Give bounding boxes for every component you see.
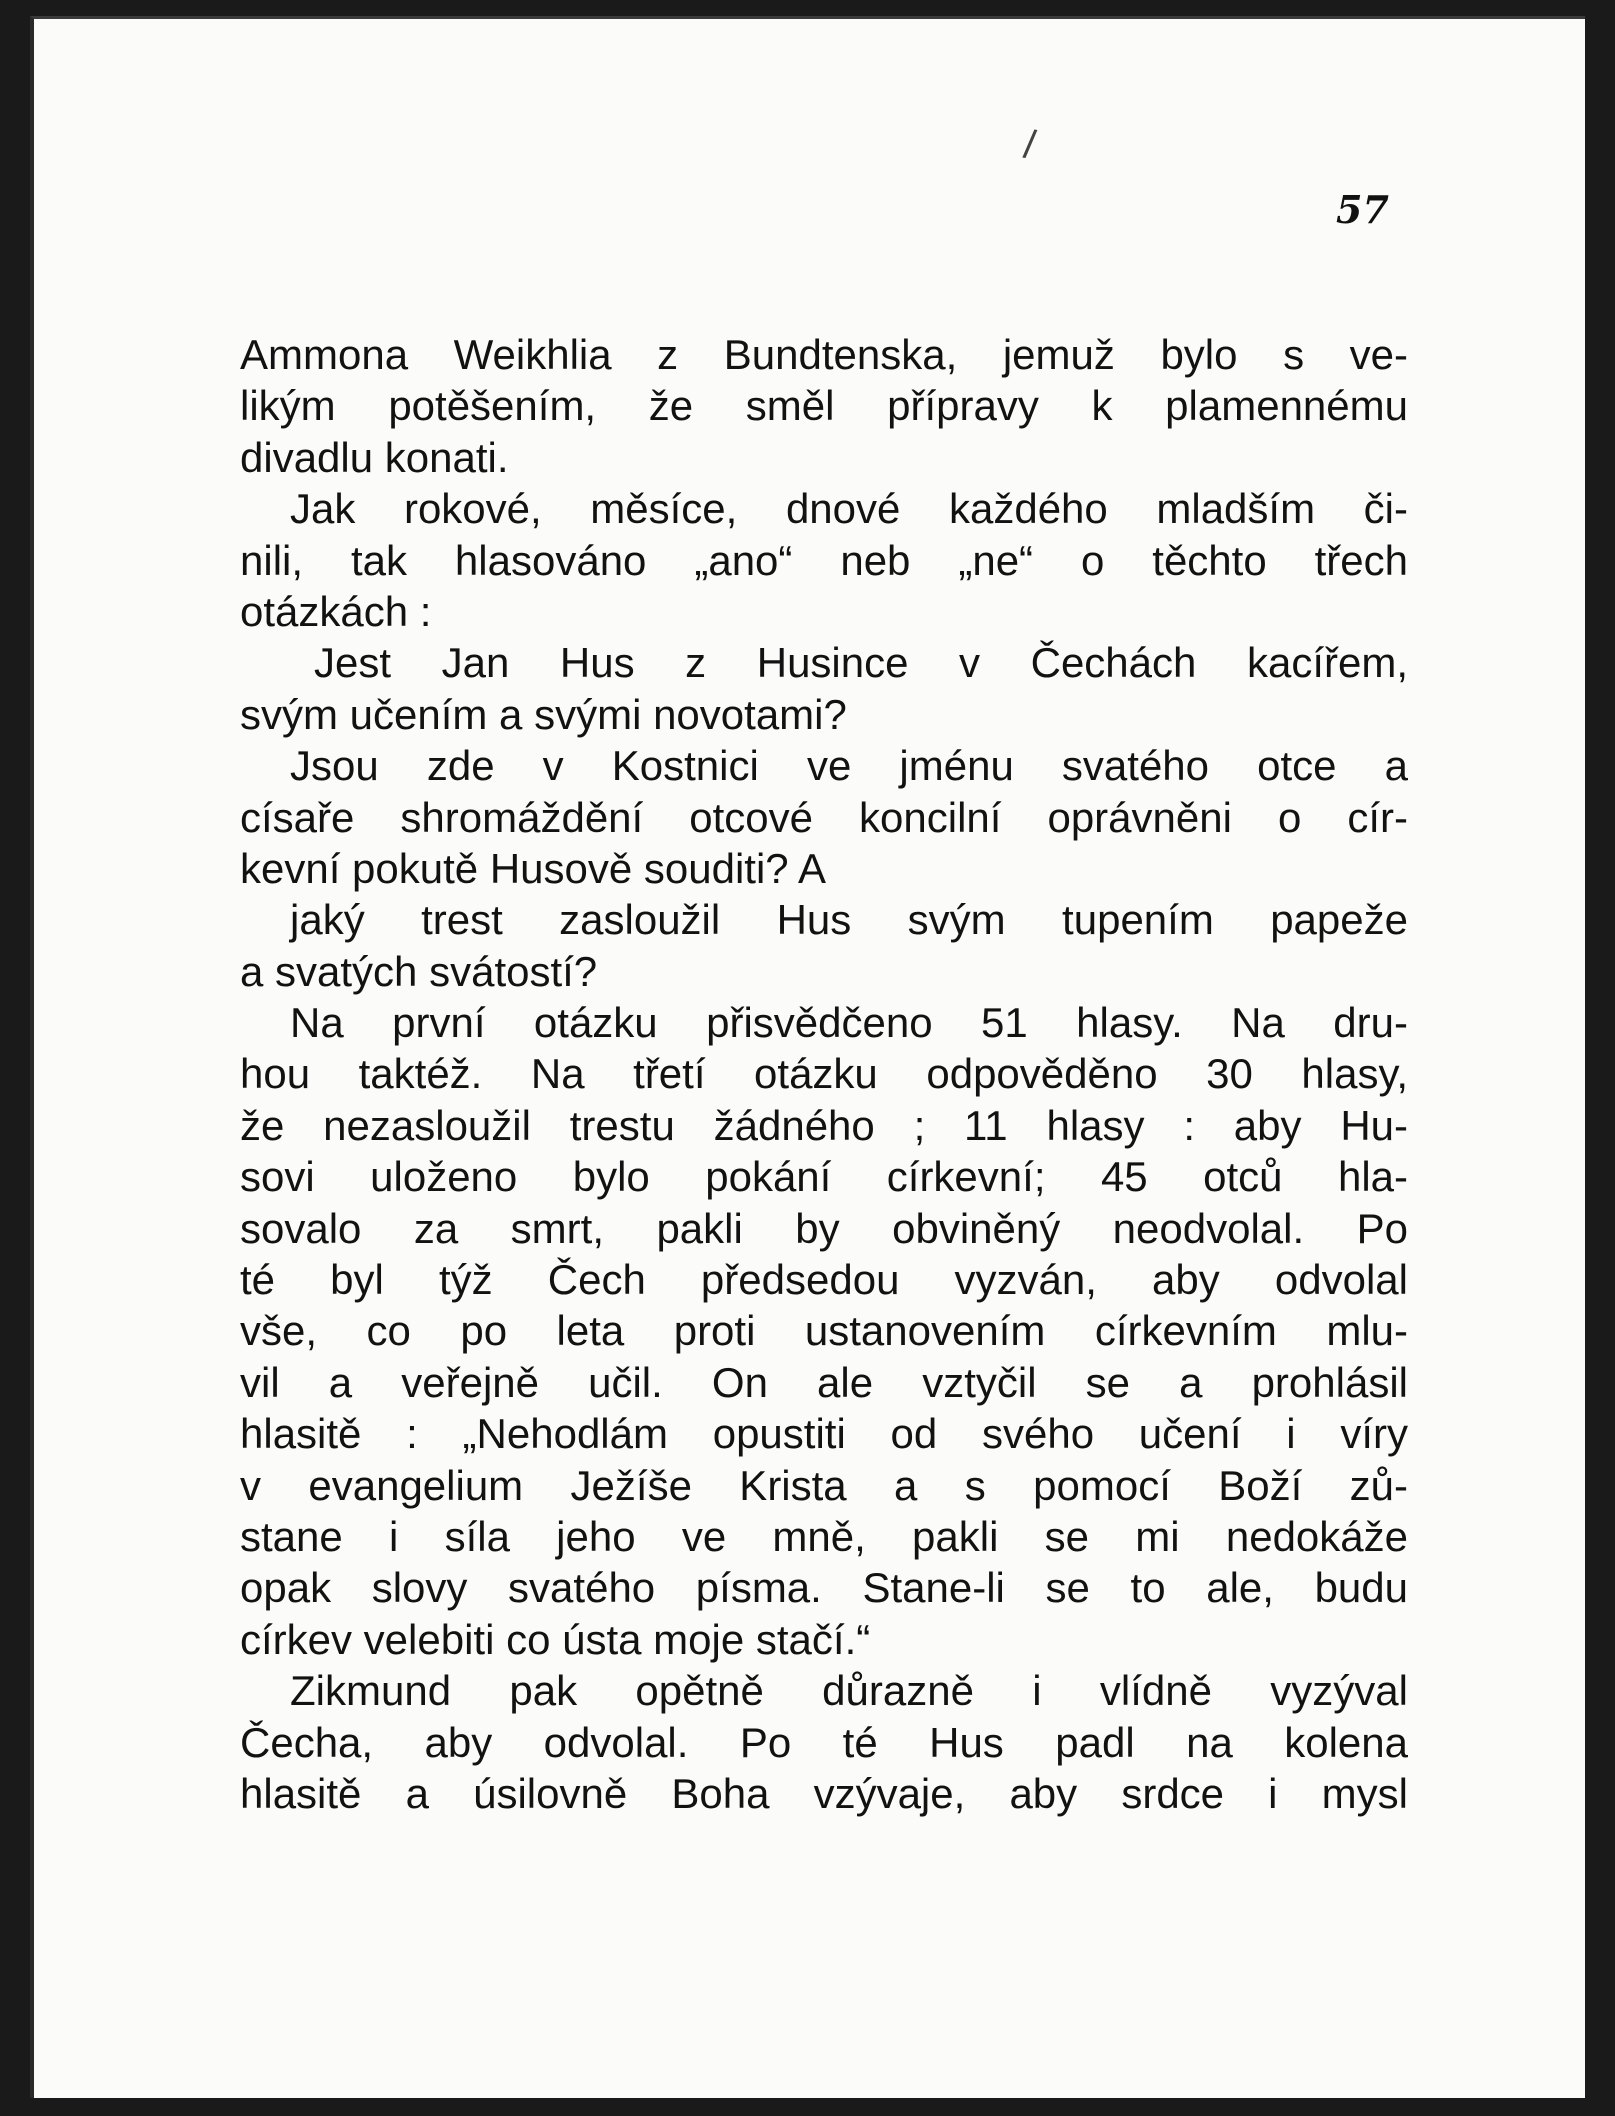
text-line: otázkách : (240, 587, 432, 635)
text-line: hlasitě : „Nehodlám opustiti od svého učení i víry (240, 1410, 1408, 1458)
stray-mark: / (1021, 122, 1039, 168)
text-line: vil a veřejně učil. On ale vztyčil se a prohlásil (240, 1358, 1408, 1406)
text-line: Jest Jan Hus z Husince v Čechách kacířem, (314, 639, 1408, 687)
text-line: a svatých svátostí? (240, 947, 598, 995)
text-line: Jsou zde v Kostnici ve jménu svatého otce a (290, 742, 1408, 790)
text-line: jaký trest zasloužil Hus svým tupením papeže (290, 896, 1408, 944)
text-line: Na první otázku přisvědčeno 51 hlasy. Na dru- (290, 999, 1408, 1047)
text-line: vše, co po leta proti ustanovením církevním mlu- (240, 1307, 1408, 1355)
text-line: stane i síla jeho ve mně, pakli se mi nedokáže (240, 1512, 1408, 1560)
text-line: Zikmund pak opětně důrazně i vlídně vyzýval (290, 1667, 1408, 1715)
text-line: v evangelium Ježíše Krista a s pomocí Boží zů- (240, 1461, 1408, 1509)
text-line: divadlu konati. (240, 433, 509, 481)
text-line: kevní pokutě Husově souditi? A (240, 844, 827, 892)
text-line: sovalo za smrt, pakli by obviněný neodvolal. Po (240, 1204, 1408, 1252)
text-line: hlasitě a úsilovně Boha vzývaje, aby srdce i mysl (240, 1769, 1408, 1817)
text-line: církev velebiti co ústa moje stačí.“ (240, 1615, 871, 1663)
page-number: 57 (1336, 187, 1389, 232)
text-line: sovi uloženo bylo pokání církevní; 45 otců hla- (240, 1153, 1408, 1201)
text-line: hou taktéž. Na třetí otázku odpověděno 30 hlasy, (240, 1050, 1408, 1098)
text-line: Ammona Weikhlia z Bundtenska, jemuž bylo s ve- (240, 331, 1408, 378)
text-line: nili, tak hlasováno „ano“ neb „ne“ o těchto třech (240, 536, 1408, 584)
text-line: Čecha, aby odvolal. Po té Hus padl na kolena (240, 1718, 1408, 1766)
body-text (240, 329, 1408, 1819)
text-line: opak slovy svatého písma. Stane-li se to ale, budu (240, 1564, 1408, 1612)
text-line: té byl týž Čech předsedou vyzván, aby odvolal (240, 1256, 1408, 1304)
text-line: svým učením a svými novotami? (240, 690, 847, 738)
text-line: císaře shromáždění otcové koncilní oprávněni o cír- (240, 793, 1408, 841)
text-line: Jak rokové, měsíce, dnové každého mladším či- (290, 485, 1408, 533)
text-line: likým potěšením, že směl přípravy k plamennému (240, 382, 1408, 430)
book-page (30, 16, 1585, 2098)
text-line: že nezasloužil trestu žádného ; 11 hlasy : aby Hu- (240, 1101, 1408, 1149)
